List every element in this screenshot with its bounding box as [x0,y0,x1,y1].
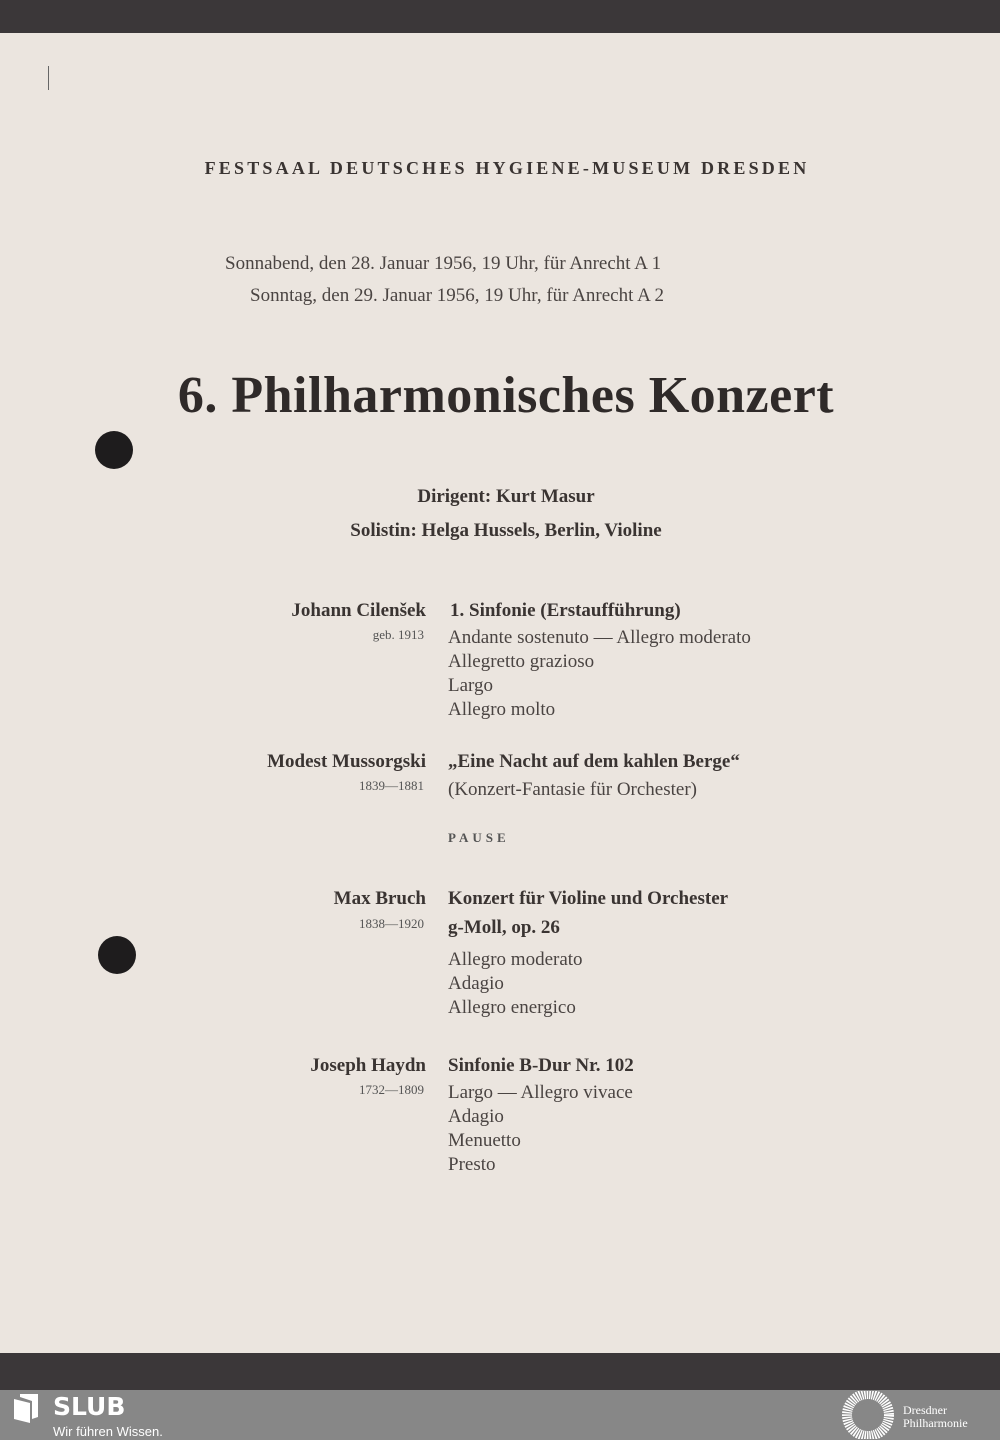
composer-name: Max Bruch [333,888,426,909]
work-title: 1. Sinfonie (Erstaufführung) [450,600,681,621]
work-title: Konzert für Violine und Orchester [448,888,729,909]
scan-top-border [0,0,1000,33]
philharmonie-logo-icon[interactable] [842,1391,894,1439]
conductor: Dirigent: Kurt Masur [417,486,595,507]
work-subtitle: (Konzert-Fantasie für Orchester) [448,779,697,800]
scan-bottom-border [0,1353,1000,1391]
movement: Allegretto grazioso [448,651,595,672]
movement: Presto [448,1154,496,1175]
work-title: „Eine Nacht auf dem kahlen Berge“ [448,751,740,772]
movement: Adagio [448,1106,504,1127]
composer-name: Joseph Haydn [310,1055,426,1076]
punch-hole [95,431,133,469]
soloist: Solistin: Helga Hussels, Berlin, Violine [350,520,662,541]
punch-hole [98,936,136,974]
movement: Allegro energico [448,997,576,1018]
movement: Allegro molto [448,699,556,720]
composer-name: Johann Cilenšek [291,600,426,621]
movement: Menuetto [448,1130,521,1151]
concert-title: 6. Philharmonisches Konzert [177,367,835,424]
composer-years: 1838—1920 [359,916,424,931]
composer-name: Modest Mussorgski [267,751,426,772]
date-line-1: Sonnabend, den 28. Januar 1956, 19 Uhr, für Anrecht A 1 [225,253,662,274]
work-title: Sinfonie B-Dur Nr. 102 [448,1055,634,1076]
movement: Largo — Allegro vivace [448,1082,633,1103]
scan-mark [48,66,49,90]
composer-years: geb. 1913 [372,627,424,642]
movement: Largo [448,675,494,696]
slub-logo-text[interactable]: SLUB [53,1392,126,1421]
slub-tagline: Wir führen Wissen. [53,1424,163,1439]
slub-book-icon [12,1393,42,1425]
movement: Allegro moderato [448,949,583,970]
movement: Adagio [448,973,504,994]
pause-label: PAUSE [448,830,510,845]
footer-bar [0,1390,1000,1440]
composer-years: 1732—1809 [359,1082,424,1097]
venue-heading: FESTSAAL DEUTSCHES HYGIENE-MUSEUM DRESDEN [204,158,810,178]
work-key: g-Moll, op. 26 [448,917,560,938]
movement: Andante sostenuto — Allegro moderato [448,627,751,648]
composer-years: 1839—1881 [359,778,424,793]
philharmonie-name-line1: Dresdner [903,1403,947,1417]
philharmonie-name [903,1404,968,1430]
philharmonie-name-line2: Philharmonie [903,1416,968,1430]
date-line-2: Sonntag, den 29. Januar 1956, 19 Uhr, für Anrecht A 2 [250,285,665,306]
